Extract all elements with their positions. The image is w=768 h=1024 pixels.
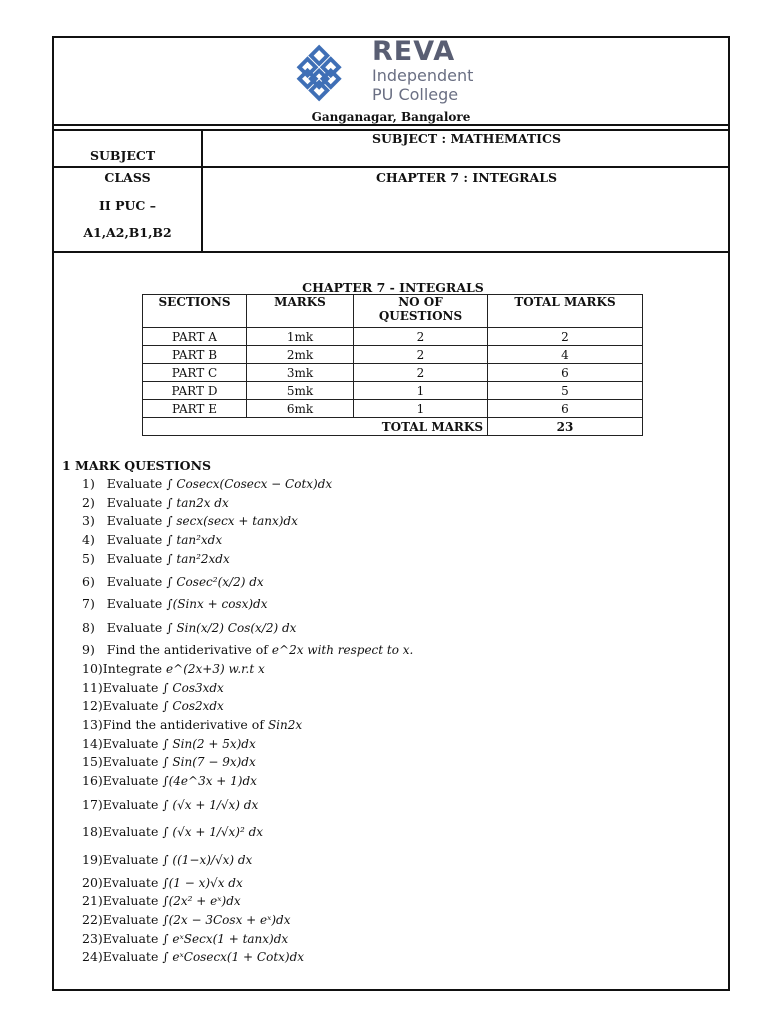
question-prefix: Evaluate: [102, 754, 159, 770]
question-number: 3): [82, 513, 95, 529]
column-header: TOTAL MARKS: [488, 295, 643, 328]
table-cell: PART B: [143, 346, 247, 364]
table-cell: 2: [354, 346, 488, 364]
question-number: 15): [82, 754, 103, 770]
question-number: 1): [82, 476, 95, 491]
question-expression: ∫(4e^3x + 1)dx: [162, 773, 257, 788]
question-prefix: Integrate: [102, 660, 163, 676]
list-item: [82, 846, 413, 874]
question-expression: ∫ Cos2xdx: [162, 699, 224, 714]
question-expression: ∫ tan2x dx: [166, 495, 229, 510]
question-number: 12): [82, 698, 103, 714]
table-cell: 1: [354, 400, 488, 418]
list-item: [82, 512, 413, 531]
divider: [54, 124, 728, 126]
subject-value: SUBJECT : MATHEMATICS: [372, 131, 561, 146]
total-marks-value: 23: [488, 418, 643, 436]
question-number: 19): [82, 851, 103, 867]
reva-knot-logo-icon: [294, 44, 352, 102]
table-cell: 2: [354, 364, 488, 382]
question-expression: ∫(2x² + eˣ)dx: [162, 894, 241, 909]
divider: [54, 251, 728, 253]
table-cell: 3mk: [247, 364, 354, 382]
question-number: 20): [82, 874, 103, 890]
question-expression: ∫ (√x + 1/√x) dx: [162, 797, 259, 812]
page-frame: [52, 36, 730, 991]
question-number: 22): [82, 912, 103, 927]
question-expression: ∫ Cosecx(Cosecx − Cotx)dx: [166, 477, 333, 491]
question-expression: Sin2x: [267, 717, 303, 732]
table-cell: 2: [488, 328, 643, 346]
list-item: [82, 791, 413, 818]
list-item: [82, 475, 413, 494]
brand-line-2: Independent: [372, 66, 474, 85]
college-header: [54, 38, 728, 126]
table-cell: 2: [354, 328, 488, 346]
table-cell: PART E: [143, 400, 247, 418]
question-expression: ∫ tan²2xdx: [166, 551, 230, 566]
question-prefix: Evaluate: [102, 851, 159, 867]
question-number: 7): [82, 596, 95, 612]
question-expression: ∫ tan²xdx: [166, 533, 223, 548]
table-cell: PART C: [143, 364, 247, 382]
question-prefix: Evaluate: [102, 698, 159, 714]
question-prefix: Evaluate: [106, 476, 163, 491]
class-sections: A1,A2,B1,B2: [83, 225, 172, 240]
question-number: 14): [82, 735, 103, 751]
question-prefix: Evaluate: [106, 596, 163, 612]
list-item: [82, 697, 413, 716]
table-header-row: [143, 295, 643, 328]
question-prefix: Evaluate: [106, 550, 163, 566]
column-header: NO OF QUESTIONS: [354, 295, 488, 328]
list-item: [82, 531, 413, 550]
total-marks-label: TOTAL MARKS: [143, 418, 488, 436]
question-prefix: Evaluate: [102, 823, 159, 839]
question-expression: ∫(2x − 3Cosx + eˣ)dx: [162, 913, 291, 927]
question-number: 13): [82, 716, 103, 732]
list-item: [82, 679, 413, 698]
question-prefix: Evaluate: [106, 620, 163, 636]
question-expression: ∫ (√x + 1/√x)² dx: [162, 824, 264, 839]
table-total-row: [143, 418, 643, 436]
question-expression: ∫ Cos3xdx: [162, 680, 224, 695]
question-number: 8): [82, 620, 95, 636]
list-item: [82, 660, 413, 679]
question-prefix: Find the antiderivative of: [102, 716, 264, 732]
question-expression: ∫(Sinx + cosx)dx: [166, 597, 268, 612]
question-prefix: Evaluate: [102, 949, 159, 965]
question-expression: ∫ Cosec²(x/2) dx: [166, 575, 264, 590]
question-prefix: Evaluate: [102, 772, 159, 788]
list-item: [82, 494, 413, 513]
question-prefix: Evaluate: [106, 532, 163, 548]
list-item: [82, 614, 413, 641]
list-item: [82, 930, 413, 949]
list-item: [82, 641, 413, 660]
list-item: [82, 595, 413, 614]
table-cell: 6mk: [247, 400, 354, 418]
question-number: 17): [82, 796, 103, 812]
question-number: 4): [82, 532, 95, 548]
list-item: [82, 772, 413, 791]
table-cell: 1mk: [247, 328, 354, 346]
marks-table-title: CHAPTER 7 - INTEGRALS: [302, 280, 484, 295]
question-number: 10): [82, 660, 103, 676]
question-prefix: Evaluate: [102, 912, 159, 927]
table-row: [143, 400, 643, 418]
divider: [201, 129, 203, 251]
chapter-value: CHAPTER 7 : INTEGRALS: [375, 170, 558, 185]
question-prefix: Evaluate: [106, 574, 163, 590]
table-cell: 6: [488, 400, 643, 418]
question-number: 16): [82, 772, 103, 788]
table-cell: 2mk: [247, 346, 354, 364]
table-row: [143, 328, 643, 346]
list-item: [82, 753, 413, 772]
list-item: [82, 818, 413, 846]
question-expression: ∫ eˣSecx(1 + tanx)dx: [162, 931, 289, 946]
list-item: [82, 568, 413, 595]
question-number: 21): [82, 893, 103, 909]
question-prefix: Evaluate: [102, 893, 159, 909]
list-item: [82, 550, 413, 569]
table-cell: 4: [488, 346, 643, 364]
list-item: [82, 716, 413, 735]
list-item: [82, 735, 413, 754]
question-expression: ∫ Sin(7 − 9x)dx: [162, 755, 256, 770]
table-row: [143, 346, 643, 364]
table-cell: 5mk: [247, 382, 354, 400]
class-label-2: II PUC –: [99, 198, 156, 213]
question-expression: ∫ eˣCosecx(1 + Cotx)dx: [162, 950, 305, 965]
question-expression: ∫ Sin(2 + 5x)dx: [162, 736, 256, 751]
list-item: [82, 874, 413, 893]
table-row: [143, 382, 643, 400]
column-header: MARKS: [247, 295, 354, 328]
question-number: 23): [82, 930, 103, 946]
question-expression: e^2x with respect to x.: [271, 643, 414, 658]
question-prefix: Find the antiderivative of: [106, 642, 268, 658]
question-number: 11): [82, 679, 103, 695]
question-expression: ∫ ((1−x)/√x) dx: [162, 852, 253, 867]
question-list: [82, 475, 413, 967]
marks-table: [142, 294, 643, 436]
question-expression: ∫(1 − x)√x dx: [162, 875, 243, 890]
question-number: 24): [82, 949, 103, 965]
question-expression: ∫ secx(secx + tanx)dx: [166, 514, 298, 529]
question-number: 5): [82, 550, 95, 566]
question-prefix: Evaluate: [102, 796, 159, 812]
question-prefix: Evaluate: [102, 930, 159, 946]
table-cell: PART D: [143, 382, 247, 400]
brand-name: REVA: [372, 36, 456, 67]
table-cell: 1: [354, 382, 488, 400]
campus-location: Ganganagar, Bangalore: [311, 110, 471, 124]
table-cell: PART A: [143, 328, 247, 346]
section-heading: 1 MARK QUESTIONS: [62, 458, 212, 473]
table-cell: 6: [488, 364, 643, 382]
table-cell: 5: [488, 382, 643, 400]
question-prefix: Evaluate: [102, 735, 159, 751]
question-prefix: Evaluate: [102, 874, 159, 890]
list-item: [82, 911, 413, 930]
question-number: 6): [82, 574, 95, 590]
divider: [54, 166, 728, 168]
question-number: 2): [82, 494, 95, 510]
brand-line-3: PU College: [372, 85, 459, 104]
subject-label: SUBJECT: [90, 148, 156, 163]
brand-wordmark: [372, 38, 473, 103]
question-number: 18): [82, 823, 103, 839]
question-prefix: Evaluate: [106, 513, 163, 529]
question-prefix: Evaluate: [106, 494, 163, 510]
table-row: [143, 364, 643, 382]
class-label: CLASS: [104, 170, 151, 185]
question-expression: ∫ Sin(x/2) Cos(x/2) dx: [166, 621, 297, 636]
list-item: [82, 892, 413, 911]
question-number: 9): [82, 642, 95, 658]
question-expression: e^(2x+3) w.r.t x: [166, 661, 265, 676]
question-prefix: Evaluate: [102, 679, 159, 695]
list-item: [82, 948, 413, 967]
column-header: SECTIONS: [143, 295, 247, 328]
